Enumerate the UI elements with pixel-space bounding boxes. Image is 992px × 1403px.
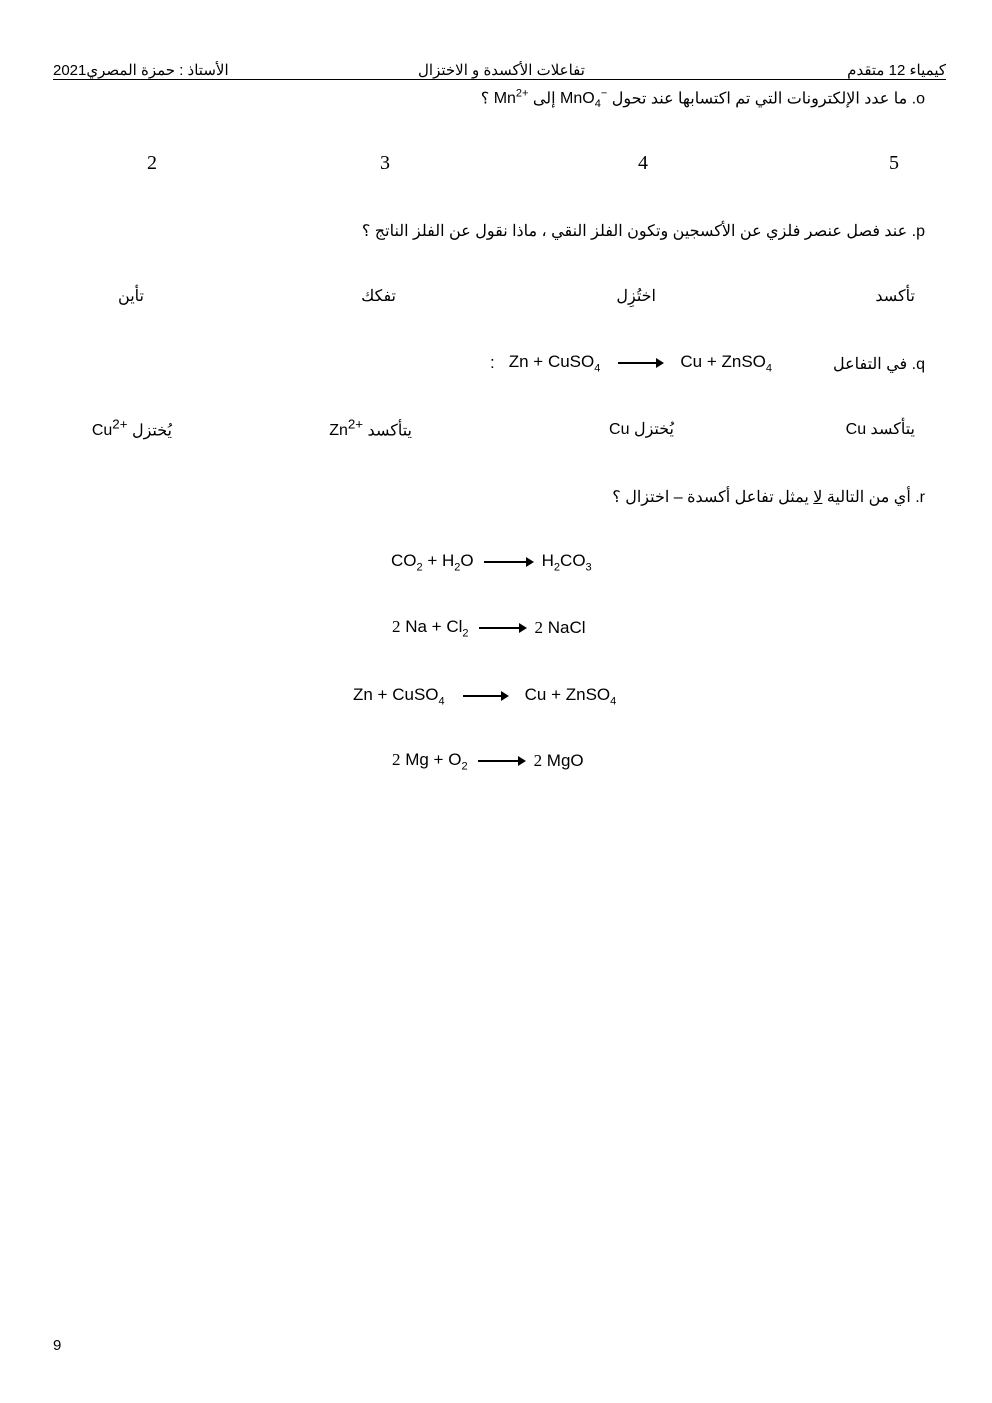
species-mn2: $Mn^{2+}$ — [493, 88, 529, 108]
question-p-letter: p. — [911, 223, 925, 240]
option-p-3[interactable]: تفكك — [361, 288, 396, 305]
header-rule — [53, 79, 946, 80]
option-q-4[interactable]: يُختزل $Cu^{2+}$ — [91, 417, 172, 440]
arrow-icon — [618, 362, 662, 364]
equation-r-2-reactants: 2 $Na + Cl_2$ — [392, 617, 469, 640]
arrow-icon — [484, 561, 532, 563]
arrow-icon — [479, 627, 525, 629]
reaction-q-products: Cu + ZnSO$_4$ — [680, 352, 773, 375]
equation-r-3-products: Cu + ZnSO$_4$ — [524, 685, 617, 708]
question-q-text: في التفاعل — [832, 356, 908, 373]
page-number: 9 — [53, 1337, 62, 1354]
equation-r-3[interactable] — [353, 685, 616, 707]
question-o — [481, 88, 925, 111]
arrow-icon — [463, 695, 507, 697]
question-o-letter: o. — [911, 90, 925, 108]
option-p-1[interactable]: تأكسد — [875, 288, 915, 305]
option-o-1[interactable]: 5 — [889, 152, 899, 174]
equation-r-4[interactable] — [392, 750, 584, 772]
arrow-icon — [478, 760, 524, 762]
header-course: كيمياء 12 متقدم — [847, 62, 946, 79]
option-p-4[interactable]: تأين — [118, 288, 144, 305]
equation-r-2-products: 2 NaCl — [534, 618, 586, 638]
option-o-3[interactable]: 3 — [380, 152, 390, 174]
question-r-underlined: لا — [813, 489, 823, 506]
equation-r-4-products: 2 MgO — [533, 751, 584, 771]
equation-r-4-reactants: 2 $Mg + O_2$ — [392, 750, 468, 773]
reaction-q-reactants: Zn + CuSO$_4$ — [508, 352, 601, 375]
option-o-2[interactable]: 4 — [638, 152, 648, 174]
option-q-1[interactable]: يتأكسد Cu — [845, 421, 915, 438]
question-r-text-a: أي من التالية — [826, 489, 911, 506]
question-p-text: عند فصل عنصر فلزي عن الأكسجين وتكون الفلز النقي ، ماذا نقول عن الفلز الناتج ؟ — [361, 223, 908, 240]
header-teacher: الأستاذ : حمزة المصري2021 — [53, 62, 229, 79]
species-mno4: MnO$_4$− — [560, 88, 608, 111]
question-o-text-a: ما عدد الإلكترونات التي تم اكتسابها عند تحول — [611, 90, 908, 108]
option-q-2[interactable]: يُختزل Cu — [609, 421, 674, 438]
equation-r-1[interactable] — [391, 551, 592, 573]
question-o-text-b: إلى — [532, 90, 556, 108]
option-o-4[interactable]: 2 — [147, 152, 157, 174]
question-r — [612, 487, 925, 507]
reaction-q-colon: : — [490, 353, 495, 373]
reaction-q — [490, 352, 772, 374]
question-q-letter: q. — [911, 356, 925, 373]
option-q-3[interactable]: يتأكسد $Zn^{2+}$ — [329, 417, 412, 440]
question-p — [362, 221, 925, 241]
equation-r-3-reactants: Zn + CuSO$_4$ — [353, 685, 445, 708]
question-q — [833, 354, 925, 374]
question-r-text-b: يمثل تفاعل أكسدة – اختزال ؟ — [612, 489, 809, 506]
option-p-2[interactable]: اختُزِل — [616, 288, 656, 305]
equation-r-1-products: $H_2CO_3$ — [541, 551, 592, 574]
header-topic: تفاعلات الأكسدة و الاختزال — [418, 62, 585, 79]
equation-r-2[interactable] — [392, 617, 586, 639]
equation-r-1-reactants: $CO_2 + H_2O$ — [391, 551, 474, 574]
question-r-letter: r. — [915, 489, 925, 506]
question-o-qmark: ؟ — [480, 90, 490, 108]
